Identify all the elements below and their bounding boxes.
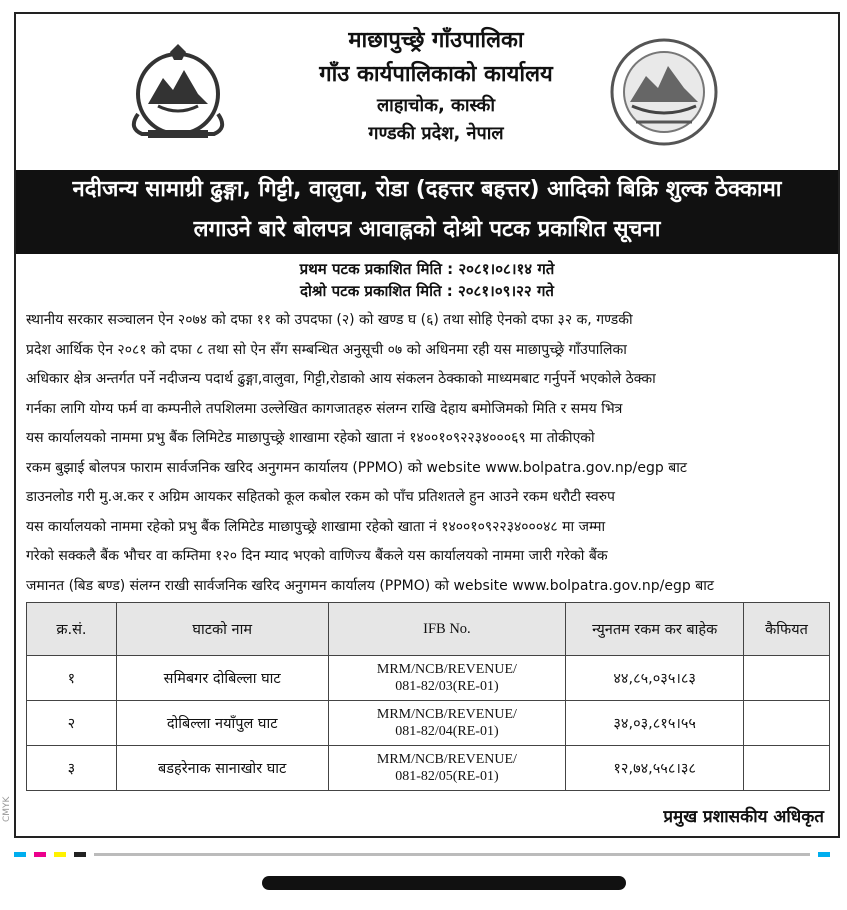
row-ifb-number: [328, 701, 566, 746]
table-header-row: [27, 603, 830, 656]
table-row: [27, 746, 830, 791]
row-remarks: [744, 701, 830, 746]
notice-title-line1: नदीजन्य सामाग्री ढुङ्गा, गिट्टी, वालुवा, रोडा (दहत्तर बहत्तर) आदिको बिक्रि शुल्क ठेक्कामा: [72, 177, 782, 202]
notice-title-banner: [16, 170, 838, 254]
row-sn: १: [27, 656, 117, 701]
row-sn: ३: [27, 746, 117, 791]
body-line: डाउनलोड गरी मु.अ.कर र अग्रिम आयकर सहितको कूल कबोल रकम को पाँच प्रतिशतले हुन आउने रकम धरौटी स्वरुप: [26, 489, 615, 505]
body-line: गर्नका लागि योग्य फर्म वा कम्पनीले तपशिलमा उल्लेखित कागजातहरु संलग्न राखि देहाय बमोजिमको मिति र समय भित्र: [26, 400, 623, 417]
office-heading: [226, 24, 646, 148]
body-line: यस कार्यालयको नाममा रहेको प्रभु बैंक लिमिटेड माछापुच्छ्रे शाखामा रहेको खाता नं १४००१०९२२३४०००४८ मा जम्मा: [26, 518, 606, 535]
column-header-name: घाटको नाम: [116, 603, 328, 656]
cyan-swatch: [14, 852, 26, 857]
row-ifb-number: [328, 746, 566, 791]
body-line: प्रदेश आर्थिक ऐन २०८१ को दफा ८ तथा सो ऐन सँग सम्बन्धित अनुसूची ०७ को अधिनमा रही यस माछापुच्छ्रे गाँउपालिका: [26, 341, 627, 358]
row-ifb-line1: MRM/NCB/REVENUE/: [376, 752, 517, 767]
cmyk-side-tag: CMYK: [2, 796, 12, 822]
office-name: गाँउ कार्यपालिकाको कार्यालय: [319, 62, 553, 87]
row-ifb-line2: 081-82/05(RE-01): [395, 769, 499, 784]
body-line: जमानत (बिड बण्ड) संलग्न राखी सार्वजनिक खरिद अनुगमन कार्यालय (PPMO) को website www.bolpatra.gov.np/egp बाट: [26, 577, 714, 594]
row-ifb-line2: 081-82/03(RE-01): [395, 679, 499, 694]
registration-line: [94, 853, 810, 856]
row-ifb-line2: 081-82/04(RE-01): [395, 724, 499, 739]
body-line: यस कार्यालयको नाममा प्रभु बैंक लिमिटेड माछापुच्छ्रे शाखामा रहेको खाता नं १४००१०९२२३४०००६९ मा तोकीएको: [26, 430, 595, 446]
row-amount: ३४,०३,८१५।५५: [566, 701, 744, 746]
signatory-title: प्रमुख प्रशासकीय अधिकृत: [663, 807, 824, 827]
body-line: स्थानीय सरकार सञ्चालन ऐन २०७४ को दफा ११ को उपदफा (२) को खण्ड घ (६) तथा सोहि ऐनको दफा ३२ क, गण्डकी: [26, 312, 633, 328]
column-header-amount: न्युनतम रकम कर बाहेक: [566, 603, 744, 656]
ghat-table: [26, 602, 830, 791]
row-ghat-name: बडहरेनाक सानाखोर घाट: [116, 746, 328, 791]
magenta-swatch: [34, 852, 46, 857]
cyan-swatch: [818, 852, 830, 857]
municipality-name: माछापुच्छ्रे गाँउपालिका: [348, 28, 524, 53]
column-header-remarks: कैफियत: [744, 603, 830, 656]
table-row: [27, 656, 830, 701]
row-ifb-line1: MRM/NCB/REVENUE/: [376, 662, 517, 677]
publication-dates: [16, 258, 838, 302]
row-ghat-name: समिबगर दोबिल्ला घाट: [116, 656, 328, 701]
row-amount: १२,७४,५५८।३८: [566, 746, 744, 791]
row-ghat-name: दोबिल्ला नयाँपुल घाट: [116, 701, 328, 746]
table-row: [27, 701, 830, 746]
body-line: रकम बुझाई बोलपत्र फाराम सार्वजनिक खरिद अनुगमन कार्यालय (PPMO) को website www.bolpatra.gov.np/egp बाट: [26, 459, 687, 476]
row-ifb-line1: MRM/NCB/REVENUE/: [376, 707, 517, 722]
notice-body: [26, 306, 826, 631]
row-amount: ४४,८५,०३५।८३: [566, 656, 744, 701]
row-remarks: [744, 656, 830, 701]
office-location: लाहाचोक, कास्की: [376, 95, 496, 116]
office-province: गण्डकी प्रदेश, नेपाल: [368, 123, 504, 144]
home-indicator[interactable]: [262, 876, 626, 890]
column-header-sn: क्र.सं.: [27, 603, 117, 656]
black-swatch: [74, 852, 86, 857]
second-publication-date: दोश्रो पटक प्रकाशित मिति : २०८१।०९।२२ गते: [300, 282, 554, 300]
body-line: गरेको सक्कलै बैंक भौचर वा कम्तिमा १२० दिन म्याद भएको वाणिज्य बैंकले यस कार्यालयको नाममा जारी गरेको बैंक: [26, 548, 608, 564]
row-ifb-number: [328, 656, 566, 701]
notice-page: [14, 12, 840, 838]
column-header-ifb: IFB No.: [328, 603, 566, 656]
body-line: अधिकार क्षेत्र अन्तर्गत पर्ने नदीजन्य पदार्थ ढुङ्गा,वालुवा, गिट्टी,रोडाको आय संकलन ठेक्काको माध्यमबाट गर्नुपर्ने भएकोले ठेक्का: [26, 371, 656, 387]
yellow-swatch: [54, 852, 66, 857]
nepal-emblem-icon: [118, 42, 238, 142]
notice-title-line2: लगाउने बारे बोलपत्र आवाह्नको दोश्रो पटक प्रकाशित सूचना: [193, 217, 661, 242]
notice-header: [16, 14, 838, 172]
first-publication-date: प्रथम पटक प्रकाशित मिति : २०८१।०८।१४ गते: [299, 260, 555, 278]
municipality-seal-icon: [606, 36, 722, 148]
row-remarks: [744, 746, 830, 791]
row-sn: २: [27, 701, 117, 746]
print-color-bar: [0, 852, 847, 860]
